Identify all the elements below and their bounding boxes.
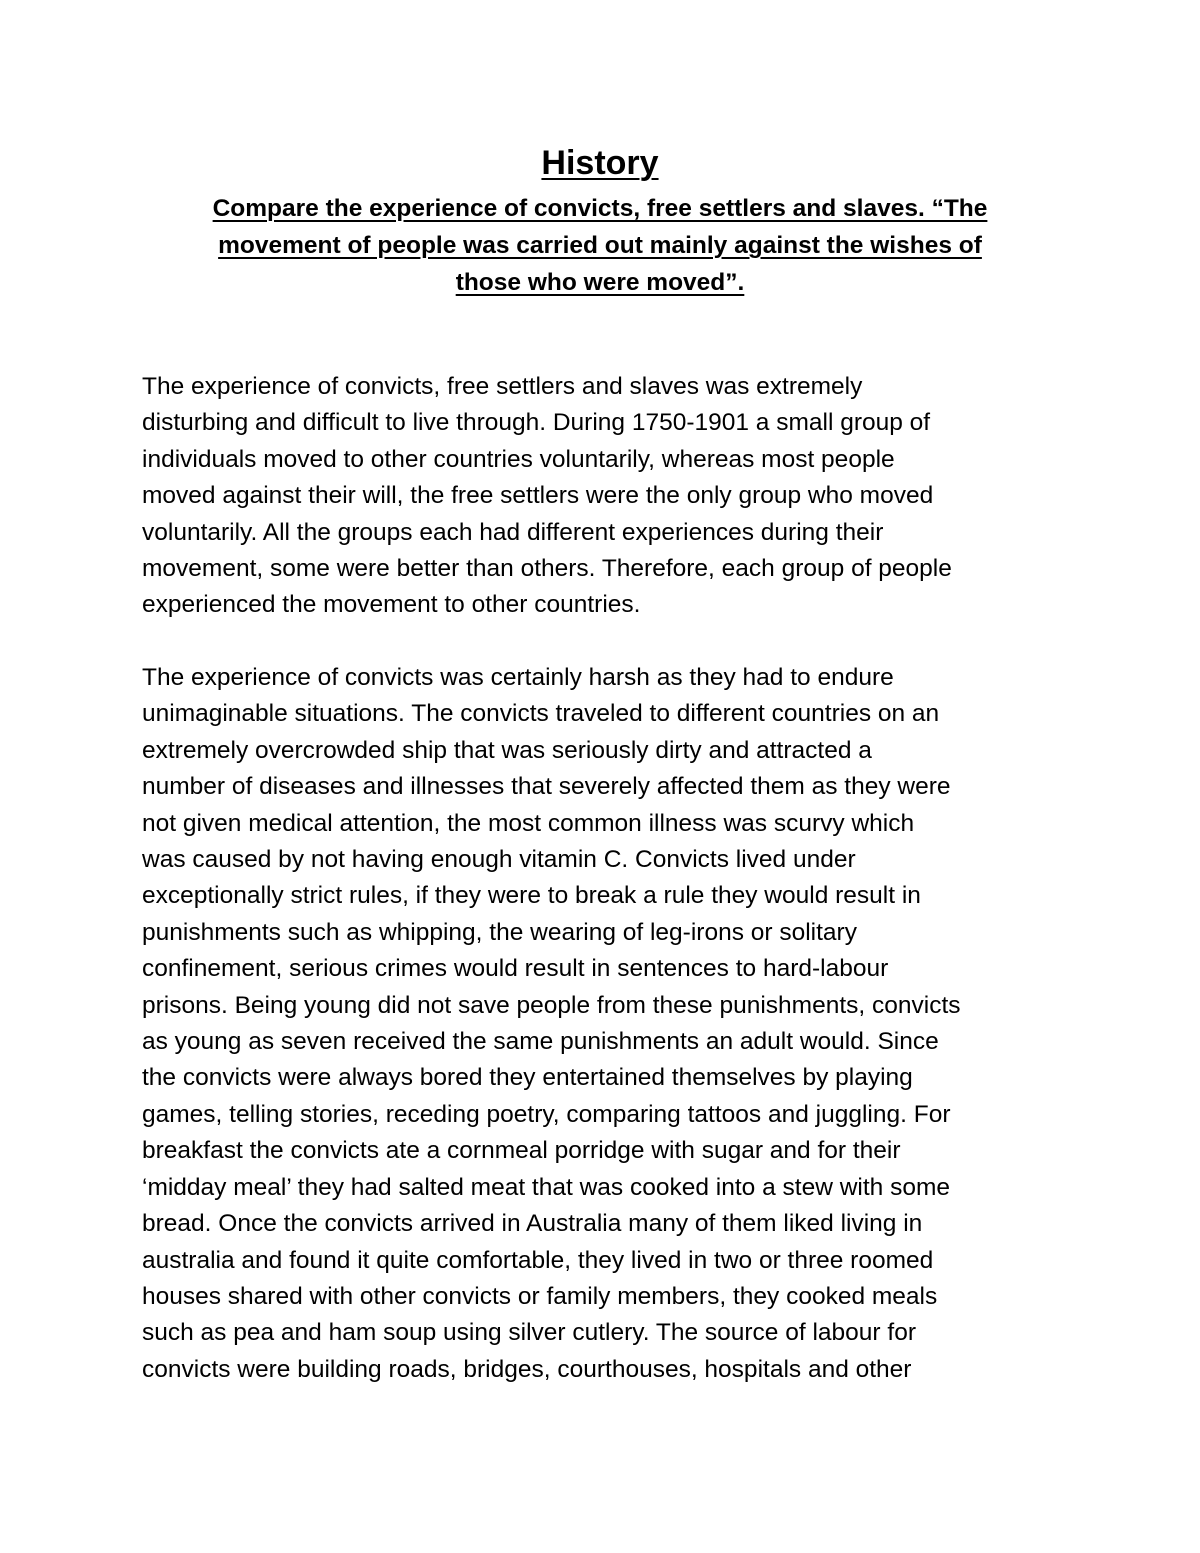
essay-question-line: movement of people was carried out mainly against the wishes of — [218, 232, 982, 259]
paragraph-line: disturbing and difficult to live through. During 1750-1901 a small group of — [142, 409, 931, 437]
paragraph-line: was caused by not having enough vitamin C. Convicts lived under — [142, 846, 856, 874]
paragraph-line: bread. Once the convicts arrived in Australia many of them liked living in — [142, 1210, 923, 1238]
essay-question-line: Compare the experience of convicts, free settlers and slaves. “The — [212, 195, 988, 222]
paragraph-line: voluntarily. All the groups each had different experiences during their — [142, 518, 884, 546]
document-title: History — [541, 144, 659, 182]
paragraph-line: houses shared with other convicts or family members, they cooked meals — [142, 1282, 938, 1310]
paragraph-line: extremely overcrowded ship that was seriously dirty and attracted a — [142, 736, 872, 764]
paragraph-line: number of diseases and illnesses that severely affected them as they were — [142, 773, 951, 801]
paragraph-line: as young as seven received the same punishments an adult would. Since — [142, 1028, 939, 1056]
paragraph-line: confinement, serious crimes would result in sentences to hard-labour — [142, 955, 889, 983]
paragraph-line: games, telling stories, receding poetry, comparing tattoos and juggling. For — [142, 1100, 951, 1128]
paragraph-line: prisons. Being young did not save people from these punishments, convicts — [142, 991, 961, 1019]
paragraph-line: punishments such as whipping, the wearing of leg-irons or solitary — [142, 918, 857, 946]
paragraph-line: ‘midday meal’ they had salted meat that was cooked into a stew with some — [142, 1173, 950, 1201]
essay-question-line: those who were moved”. — [455, 269, 745, 296]
paragraph-line: the convicts were always bored they entertained themselves by playing — [142, 1064, 913, 1092]
paragraph-line: such as pea and ham soup using silver cutlery. The source of labour for — [142, 1319, 916, 1347]
paragraph-convicts — [142, 660, 1072, 1388]
paragraph-line: australia and found it quite comfortable, they lived in two or three roomed — [142, 1246, 934, 1274]
paragraph-line: breakfast the convicts ate a cornmeal porridge with sugar and for their — [142, 1137, 901, 1165]
paragraph-line: unimaginable situations. The convicts traveled to different countries on an — [142, 700, 940, 728]
paragraph-line: experienced the movement to other countries. — [142, 591, 641, 619]
paragraph-introduction — [142, 369, 1072, 624]
paragraph-line: The experience of convicts, free settlers and slaves was extremely — [142, 373, 863, 400]
paragraph-line: convicts were building roads, bridges, courthouses, hospitals and other — [142, 1355, 912, 1383]
paragraph-line: individuals moved to other countries voluntarily, whereas most people — [142, 445, 895, 473]
paragraph-line: moved against their will, the free settlers were the only group who moved — [142, 482, 934, 510]
paragraph-line: not given medical attention, the most common illness was scurvy which — [142, 809, 915, 837]
essay-question — [140, 190, 1060, 301]
paragraph-line: exceptionally strict rules, if they were to break a rule they would result in — [142, 882, 921, 910]
paragraph-line: The experience of convicts was certainly harsh as they had to endure — [142, 664, 894, 691]
paragraph-line: movement, some were better than others. Therefore, each group of people — [142, 555, 952, 583]
